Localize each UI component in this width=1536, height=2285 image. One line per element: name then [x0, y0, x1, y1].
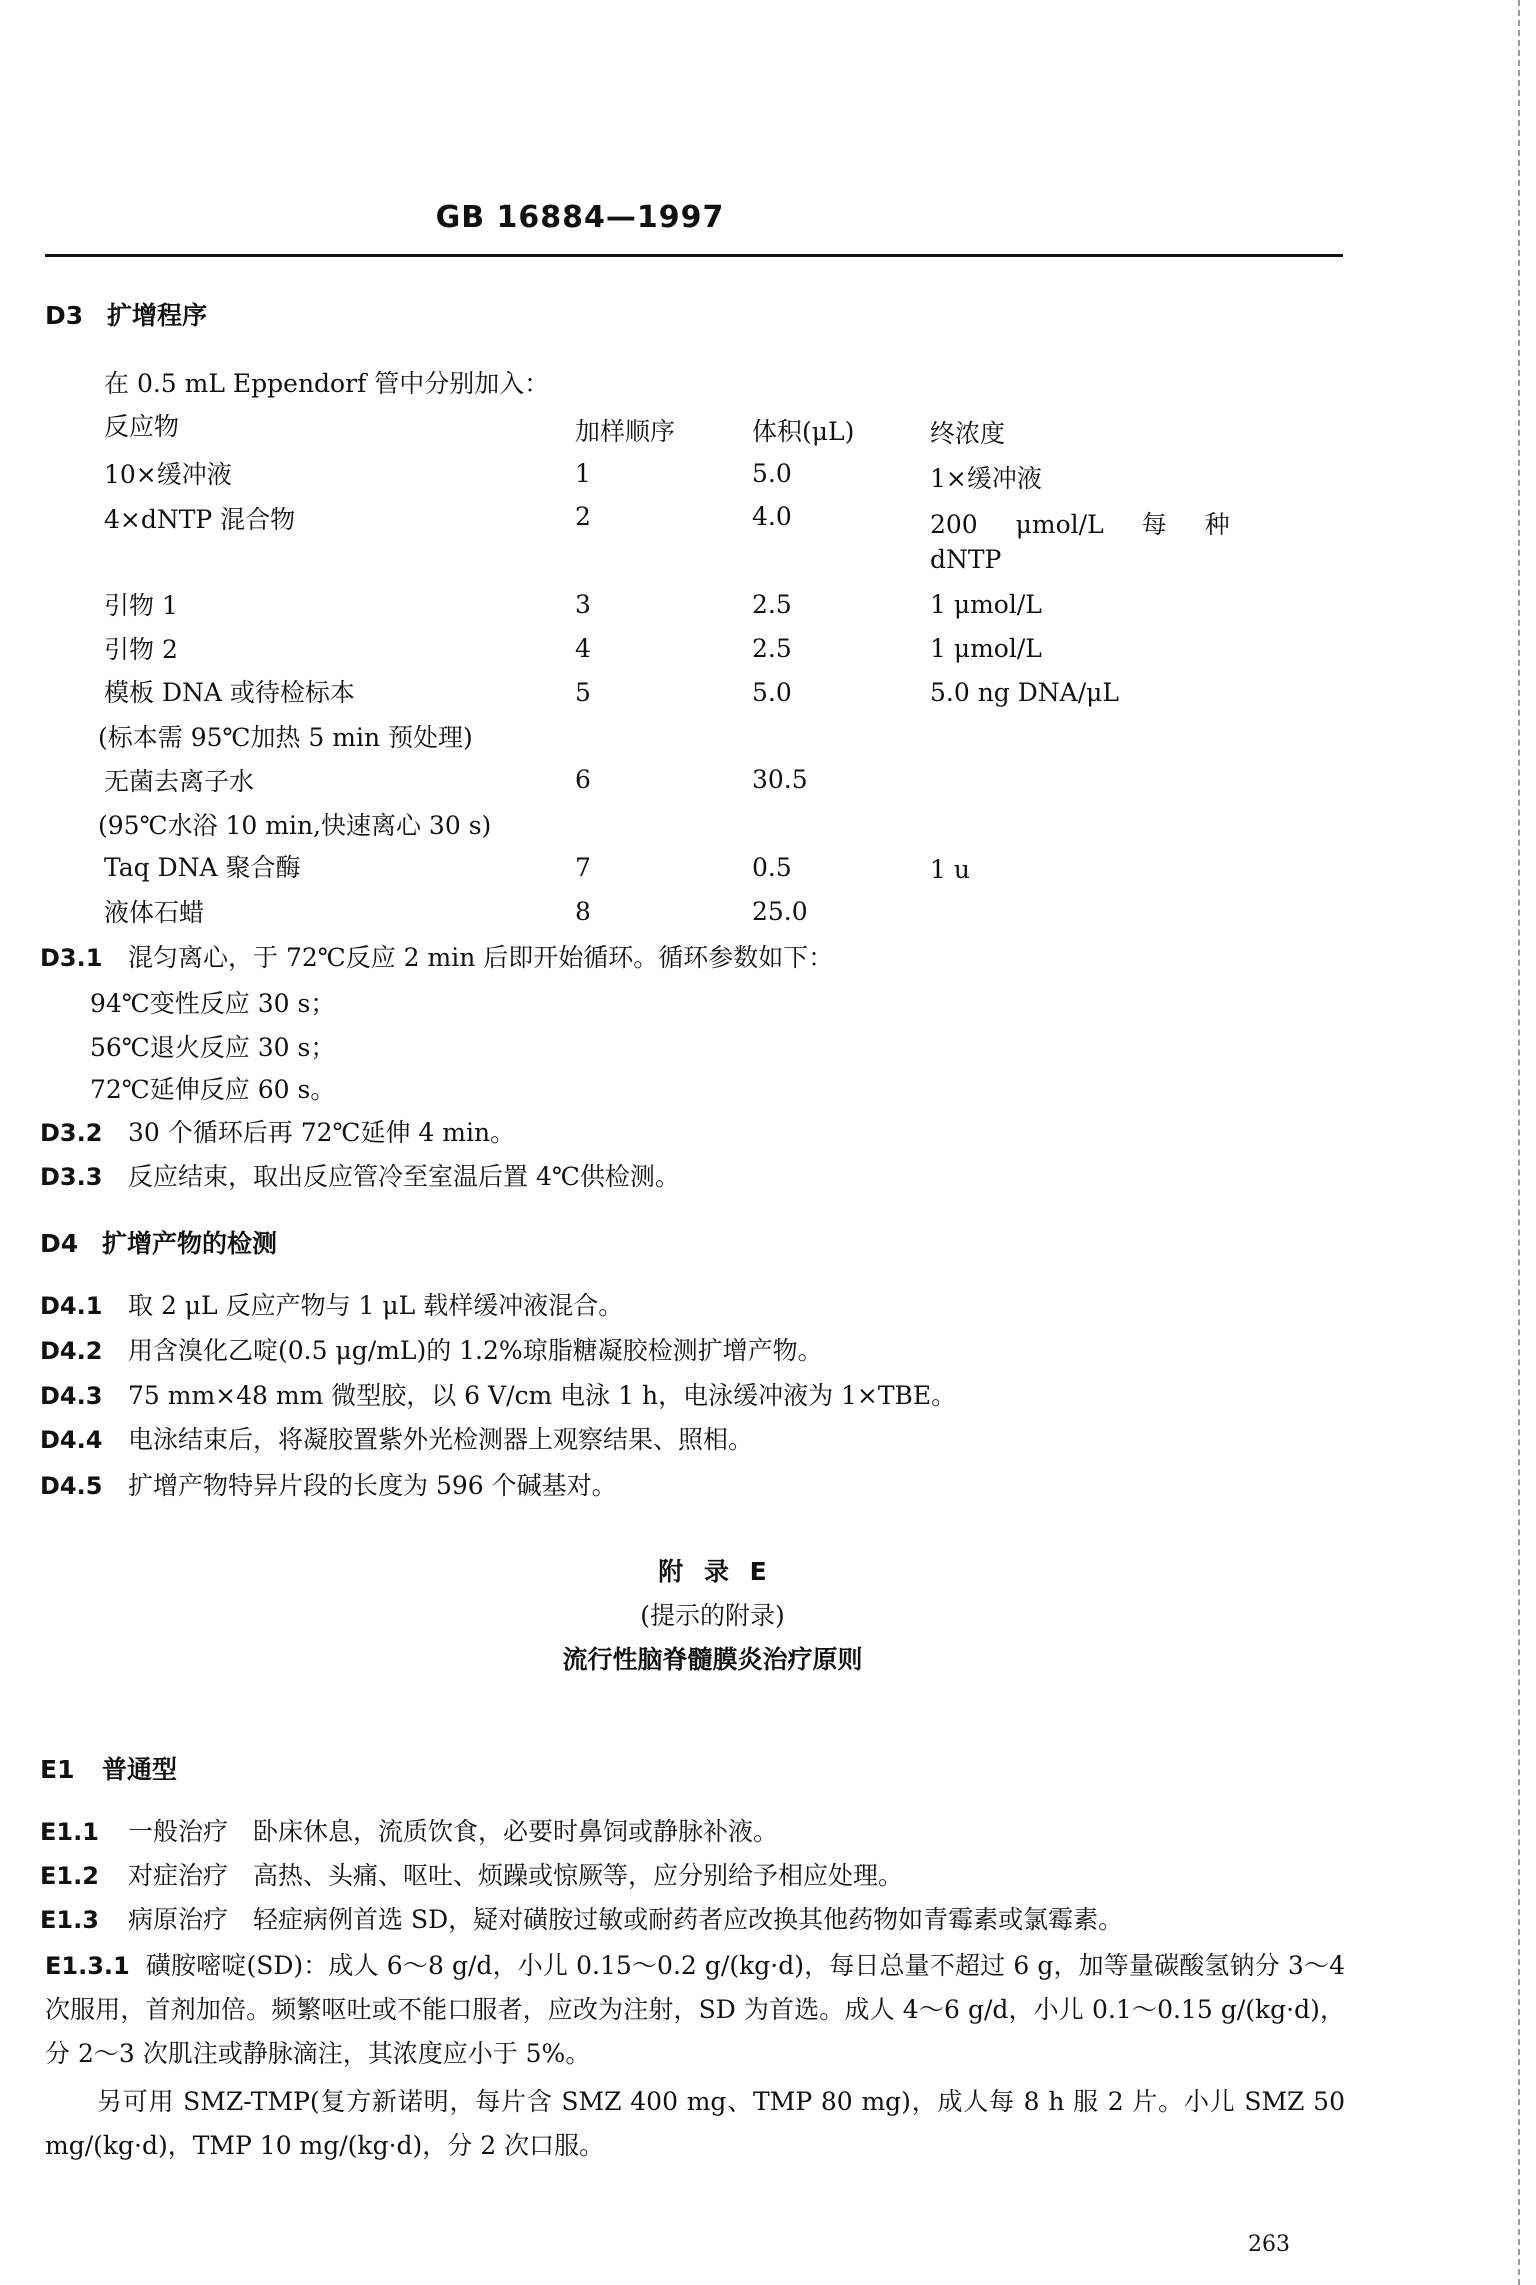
clause-text: 反应结束，取出反应管冷至室温后置 4℃供检测。: [128, 1162, 680, 1191]
table-cell: 2.5: [752, 590, 792, 619]
clause-d4-1: [40, 1286, 623, 1322]
table-cell: 5.0: [752, 459, 792, 488]
table-cell: 0.5: [752, 853, 792, 882]
table-cell: 1: [575, 459, 591, 488]
clause-d4-4: [40, 1420, 753, 1456]
paragraph-smz-tmp: 另可用 SMZ-TMP(复方新诺明，每片含 SMZ 400 mg、TMP 80 mg)，成人每 8 h 服 2 片。小儿 SMZ 50 mg/(kg·d)，TMP 10 mg/(kg·d)，分 2 次口服。: [45, 2087, 1345, 2160]
clause-text: 75 mm×48 mm 微型胶，以 6 V/cm 电泳 1 h，电泳缓冲液为 1×TBE。: [128, 1381, 957, 1410]
clause-text: 取 2 μL 反应产物与 1 μL 载样缓冲液混合。: [128, 1291, 624, 1320]
standard-number: GB 16884—1997: [435, 200, 725, 235]
binding-margin-line: [1518, 0, 1520, 2285]
clause-number: D4.5: [40, 1472, 103, 1500]
table-header-order: 加样顺序: [575, 417, 676, 446]
table-header-volume: 体积(μL): [752, 417, 855, 446]
table-cell: 1 u: [930, 855, 970, 884]
table-cell: 4.0: [752, 502, 792, 531]
clause-number: E1.3.1: [45, 1952, 130, 1980]
clause-d4-3: [40, 1376, 956, 1412]
clause-text: 对症治疗 高热、头痛、呕吐、烦躁或惊厥等，应分别给予相应处理。: [128, 1861, 904, 1890]
section-number: D3: [45, 301, 84, 330]
table-header-reagent: 反应物: [104, 412, 180, 441]
table-cell: 5.0 ng DNA/μL: [930, 678, 1120, 707]
clause-text: 病原治疗 轻症病例首选 SD，疑对磺胺过敏或耐药者应改换其他药物如青霉素或氯霉素。: [128, 1905, 1124, 1934]
table-cell: 4: [575, 634, 591, 663]
section-heading-e1: [40, 1750, 177, 1786]
section-number: E1: [40, 1755, 75, 1784]
appendix-label: 附 录 E: [658, 1557, 767, 1586]
clause-number: D4.4: [40, 1426, 103, 1454]
table-cell: 25.0: [752, 897, 808, 926]
table-cell: 液体石蜡: [104, 898, 205, 927]
table-cell: 5.0: [752, 678, 792, 707]
clause-e1-1: [40, 1812, 778, 1848]
table-cell: 引物 1: [104, 591, 178, 620]
table-cell: 无菌去离子水: [104, 767, 255, 796]
table-header-final-conc: 终浓度: [930, 419, 1006, 448]
section-number: D4: [40, 1229, 79, 1258]
clause-d4-5: [40, 1466, 617, 1502]
table-cell: 1 μmol/L: [930, 634, 1042, 663]
table-cell: 1×缓冲液: [930, 464, 1042, 493]
table-cell: 10×缓冲液: [104, 460, 232, 489]
table-cell: 6: [575, 765, 591, 794]
clause-text: 混匀离心，于 72℃反应 2 min 后即开始循环。循环参数如下：: [128, 943, 834, 972]
clause-d3-2: [40, 1113, 515, 1149]
table-cell: 4×dNTP 混合物: [104, 505, 296, 534]
section-heading-d4: [40, 1224, 277, 1260]
clause-e1-3: [40, 1900, 1123, 1936]
appendix-note: (提示的附录): [640, 1601, 785, 1630]
table-cell: 3: [575, 590, 591, 619]
clause-d3-3: [40, 1157, 680, 1193]
table-cell: 8: [575, 897, 591, 926]
section-heading-d3: [45, 296, 207, 332]
table-cell: 模板 DNA 或待检标本: [104, 678, 355, 707]
clause-number: E1.3: [40, 1906, 99, 1934]
section-title: 普通型: [102, 1755, 178, 1784]
clause-number: D4.1: [40, 1292, 103, 1320]
table-cell: 引物 2: [104, 635, 178, 664]
page-number: 263: [1248, 2232, 1290, 2257]
cycle-step-extend: 72℃延伸反应 60 s。: [90, 1075, 336, 1104]
table-cell: (标本需 95℃加热 5 min 预处理): [98, 723, 473, 752]
table-cell: 30.5: [752, 765, 808, 794]
cycle-step-denature: 94℃变性反应 30 s；: [90, 989, 336, 1018]
clause-text: 30 个循环后再 72℃延伸 4 min。: [128, 1118, 516, 1147]
clause-number: D3.1: [40, 944, 103, 972]
clause-text: 用含溴化乙啶(0.5 μg/mL)的 1.2%琼脂糖凝胶检测扩增产物。: [128, 1336, 823, 1365]
table-cell: 1 μmol/L: [930, 590, 1042, 619]
header-rule: [45, 254, 1343, 257]
table-cell: 7: [575, 853, 591, 882]
d3-intro: 在 0.5 mL Eppendorf 管中分别加入：: [104, 369, 550, 398]
table-cell: 2.5: [752, 634, 792, 663]
clause-number: D3.2: [40, 1119, 103, 1147]
clause-number: E1.1: [40, 1818, 99, 1846]
table-cell: 200 μmol/L 每 种: [930, 510, 1230, 539]
clause-number: E1.2: [40, 1862, 99, 1890]
table-cell: 2: [575, 502, 591, 531]
appendix-title: 流行性脑脊髓膜炎治疗原则: [562, 1645, 863, 1674]
clause-number: D4.3: [40, 1382, 103, 1410]
clause-text: 电泳结束后，将凝胶置紫外光检测器上观察结果、照相。: [128, 1425, 754, 1454]
clause-text: 扩增产物特异片段的长度为 596 个碱基对。: [128, 1471, 617, 1500]
clause-d4-2: [40, 1331, 823, 1367]
clause-d3-1: [40, 938, 833, 974]
clause-e1-3-1: [45, 1944, 1345, 2076]
cycle-step-anneal: 56℃退火反应 30 s；: [90, 1033, 336, 1062]
clause-text: 磺胺嘧啶(SD)：成人 6～8 g/d，小儿 0.15～0.2 g/(kg·d)，每日总量不超过 6 g，加等量碳酸氢钠分 3～4 次服用，首剂加倍。频繁呕吐或不能口服者，应改为注射，SD 为首选。成人 4～6 g/d，小儿 0.1～0.15 g/(kg·d)，分 2～3 次肌注或静脉滴注，其浓度应小于 5%。: [45, 1951, 1345, 2068]
section-title: 扩增程序: [107, 301, 208, 330]
table-cell: (95℃水浴 10 min,快速离心 30 s): [98, 811, 492, 840]
clause-text: 一般治疗 卧床休息，流质饮食，必要时鼻饲或静脉补液。: [128, 1817, 779, 1846]
table-cell: dNTP: [930, 545, 1002, 574]
table-cell: Taq DNA 聚合酶: [104, 853, 301, 882]
clause-number: D3.3: [40, 1163, 103, 1191]
clause-e1-2: [40, 1856, 903, 1892]
table-cell: 5: [575, 678, 591, 707]
section-title: 扩增产物的检测: [102, 1229, 278, 1258]
clause-number: D4.2: [40, 1337, 103, 1365]
